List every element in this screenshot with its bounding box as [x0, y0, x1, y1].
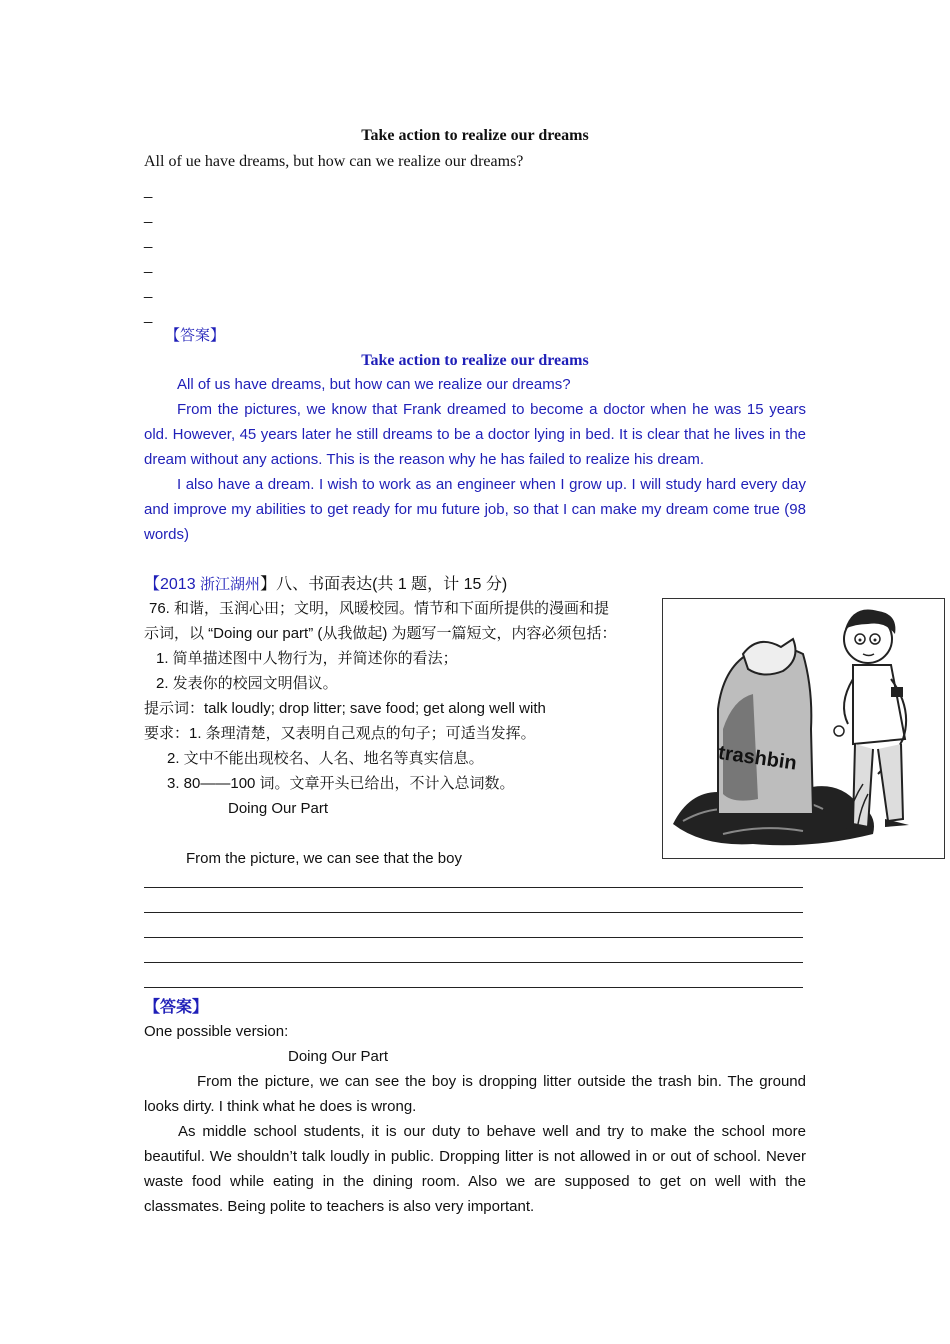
writing-line[interactable] — [144, 986, 803, 988]
answer-paragraph: All of us have dreams, but how can we realize our dreams? — [177, 376, 571, 393]
hint-words: 提示词：talk loudly; drop litter; save food; get along well with — [144, 700, 546, 717]
blank-line: _ — [144, 257, 153, 274]
question-line: 示词，以 “Doing our part” (从我做起) 为题写一篇短文，内容必须包括： — [144, 625, 617, 642]
answer-paragraph: From the picture, we can see the boy is dropping litter outside the trash bin. The ground looks dirty. I think what he does is wrong. — [144, 1073, 806, 1115]
header-rest: 】八、书面表达(共 1 题，计 15 分) — [260, 576, 508, 593]
writing-line[interactable] — [144, 886, 803, 888]
answer-title: Take action to realize our dreams — [361, 352, 589, 369]
requirement-item: 2. 发表你的校园文明倡议。 — [156, 675, 338, 692]
answer-title: Doing Our Part — [288, 1048, 389, 1065]
blank-line: _ — [144, 307, 153, 324]
requirement-item: 1. 简单描述图中人物行为，并简述你的看法； — [156, 650, 458, 667]
demand-item: 3. 80——100 词。文章开头已给出，不计入总词数。 — [167, 775, 515, 792]
bin-label: trashbin — [716, 741, 799, 775]
blank-line: _ — [144, 282, 153, 299]
demand-item: 要求：1. 条理清楚，又表明自己观点的句子；可适当发挥。 — [144, 725, 536, 742]
answer-paragraph: From the pictures, we know that Frank dreamed to become a doctor when he was 15 years old. However, 45 years later he still dreams to be a doctor lying in bed. It is clear that he lives in the dream without any actions. This is the reason why he has failed to realize his dream. — [144, 401, 806, 468]
essay-heading: Doing Our Part — [228, 800, 329, 817]
header-place: 浙江湖州 — [200, 576, 261, 593]
cartoon-illustration — [662, 598, 945, 859]
essay-prompt: All of ue have dreams, but how can we realize our dreams? — [144, 153, 524, 170]
essay-opening: From the picture, we can see that the boy — [186, 850, 462, 867]
blank-line: _ — [144, 207, 153, 224]
blank-line: _ — [144, 182, 153, 199]
answer-paragraph: As middle school students, it is our duty to behave well and try to make the school more beautiful. We shouldn’t talk loudly in public. Dropping litter is not allowed in or out of school. Never waste food while eating in the dining room. Also we are supposed to get on well with the classmates. Being polite to teachers is also very important. — [144, 1123, 806, 1215]
answer-label: 【答案】 — [165, 327, 226, 344]
answer-label: 【答案】 — [144, 999, 209, 1016]
writing-line[interactable] — [144, 961, 803, 963]
possible-version: One possible version: — [144, 1023, 289, 1040]
essay-title: Take action to realize our dreams — [361, 127, 589, 144]
header-bracket: 【2013 — [144, 576, 201, 593]
writing-line[interactable] — [144, 911, 803, 913]
writing-line[interactable] — [144, 936, 803, 938]
demand-item: 2. 文中不能出现校名、人名、地名等真实信息。 — [167, 750, 484, 767]
section-header — [144, 575, 507, 595]
question-line: 76. 和谐，玉润心田；文明，风暖校园。情节和下面所提供的漫画和提 — [149, 600, 610, 617]
blank-line: _ — [144, 232, 153, 249]
answer-paragraph: I also have a dream. I wish to work as an engineer when I grow up. I will study hard every day and improve my abilities to get ready for mu future job, so that I can make my dream come true (98 words) — [144, 476, 806, 543]
